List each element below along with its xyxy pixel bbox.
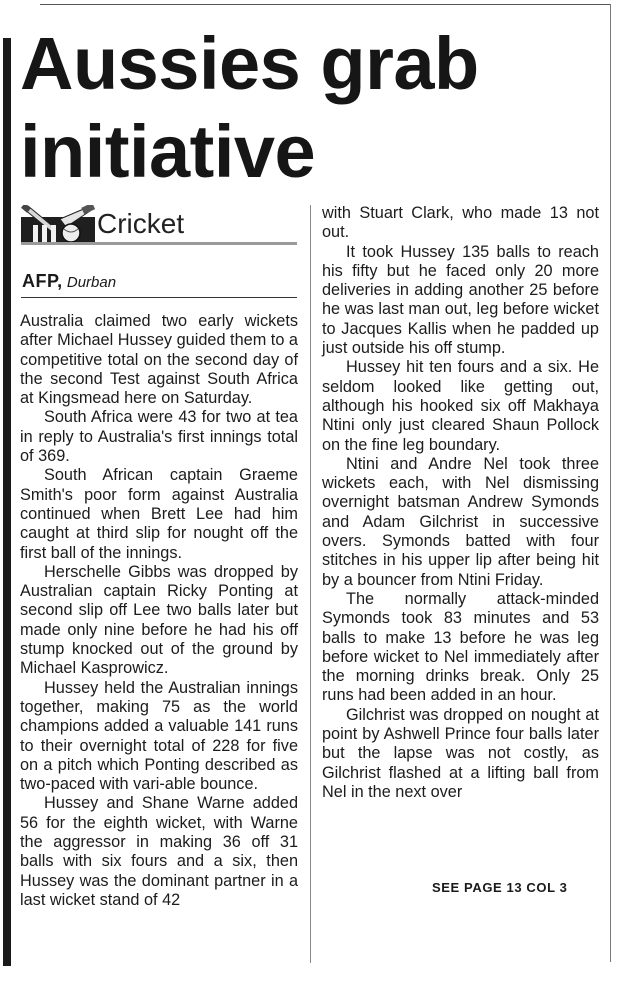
paragraph: Hussey and Shane Warne added 56 for the eighth wicket, with Warne the aggressor in making 36 off 31 balls with six fours and a six, then Hussey was the dominant partner in a last wicket stand of 42 bbox=[20, 794, 298, 909]
right-rule bbox=[610, 4, 611, 962]
paragraph: Gilchrist was dropped on nought at point by Ashwell Prince four balls later but the lapse was not costly, as Gilchrist flashed at a lifting ball from Nel in the next over bbox=[322, 705, 599, 801]
paragraph: Hussey hit ten fours and a six. He seldom looked like getting out, although his hooked six off Makhaya Ntini only just cleared Shaun Pollock on the fine leg boundary. bbox=[322, 358, 599, 454]
byline bbox=[22, 271, 116, 293]
left-accent-bar bbox=[3, 38, 11, 966]
paragraph: with Stuart Clark, who made 13 not out. bbox=[322, 204, 599, 242]
paragraph: South African captain Graeme Smith's poor form against Australia continued when Brett Lee had him caught at third slip for nought off the first ball of the innings. bbox=[20, 466, 298, 562]
top-rule bbox=[40, 4, 610, 5]
byline-agency: AFP, bbox=[22, 271, 63, 291]
cricket-bat-ball-icon bbox=[20, 205, 96, 245]
paragraph: The normally attack-minded Symonds took 83 minutes and 53 balls to make 13 before he was leg before wicket to Nel immediately after the morning drinks break. Only 25 runs had been added in an hour. bbox=[322, 589, 599, 705]
section-name: Cricket bbox=[97, 208, 185, 239]
byline-rule bbox=[21, 297, 297, 298]
paragraph: It took Hussey 135 balls to reach his fifty but he faced only 20 more deliveries in adding another 25 before he was last man out, leg before wicket to Jacques Kallis when he padded up just outside his off stump. bbox=[322, 242, 599, 358]
headline-line-1: Aussies grab bbox=[20, 22, 479, 105]
column-divider bbox=[310, 205, 311, 963]
continuation-note: SEE PAGE 13 COL 3 bbox=[432, 880, 568, 895]
headline bbox=[20, 20, 610, 196]
paragraph: South Africa were 43 for two at tea in reply to Australia's first innings total of 369. bbox=[20, 408, 298, 466]
paragraph: Herschelle Gibbs was dropped by Australian captain Ricky Ponting at second slip off Lee two balls later but made only nine before he had his off stump knocked out of the ground by Michael Kasprowicz. bbox=[20, 562, 298, 678]
byline-place: Durban bbox=[66, 274, 117, 291]
paragraph: Australia claimed two early wickets after Michael Hussey guided them to a competitive total on the second day of the second Test against South Africa at Kingsmead here on Saturday. bbox=[20, 312, 298, 408]
paragraph: Hussey held the Australian innings together, making 75 as the world champions added a valuable 141 runs to their overnight total of 228 for five on a pitch which Ponting described as two-paced with vari-able bounce. bbox=[20, 678, 298, 794]
headline-line-2: initiative bbox=[20, 110, 316, 193]
paragraph: Ntini and Andre Nel took three wickets each, with Nel dismissing overnight batsman Andrew Symonds and Adam Gilchrist in successive overs. Symonds batted with four stitches in his upper lip after being hit by a bouncer from Ntini Friday. bbox=[322, 454, 599, 589]
article-column-2 bbox=[322, 204, 599, 802]
section-underline bbox=[21, 242, 297, 245]
section-label bbox=[20, 205, 300, 245]
article-column-1 bbox=[20, 312, 298, 910]
